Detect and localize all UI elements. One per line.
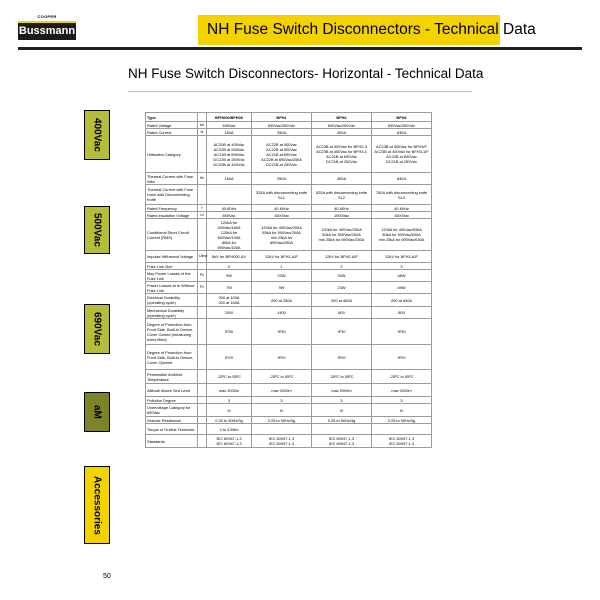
- symbol-cell: [198, 263, 207, 270]
- value-cell: [312, 424, 372, 435]
- table-row: [146, 417, 432, 424]
- value-cell: 0.25 to 50Hz/3g: [252, 417, 312, 424]
- symbol-cell: [198, 417, 207, 424]
- parameter-cell: Rated Frequency: [146, 205, 198, 212]
- symbol-cell: [198, 424, 207, 435]
- parameter-cell: Utilisation Category: [146, 136, 198, 173]
- table-row: [146, 185, 432, 205]
- value-cell: 1000Vac: [252, 212, 312, 219]
- value-cell: 8kV for BFH000-AV: [207, 251, 252, 263]
- side-tab-accessories[interactable]: [84, 466, 110, 544]
- parameter-cell: Pollution Degree: [146, 397, 198, 404]
- value-cell: 0.25 to 50Hz/3g: [207, 417, 252, 424]
- value-cell: 2: [312, 263, 372, 270]
- table-row: [146, 129, 432, 136]
- value-cell: AC23B at 500Vac for BFH3/F AC23B at 400Vac for BFH3-1/F AC22B at 690Vac DC21B at 250Vdc: [372, 136, 432, 173]
- parameter-cell: Mechanical Durability (operating cycle): [146, 307, 198, 319]
- value-cell: 120kA for 400Vac/160A 120kA for 500Vac/100A 80kA for 690Vac/100A: [207, 219, 252, 251]
- value-cell: max 2000m: [372, 384, 432, 397]
- parameter-cell: Permissible Ambient Temperature: [146, 370, 198, 384]
- value-cell: 12kV for BFH1-A/F: [252, 251, 312, 263]
- value-cell: 200 at 250A: [252, 294, 312, 307]
- parameter-cell: Rated Voltage: [146, 122, 198, 129]
- table-row: [146, 270, 432, 282]
- table-row: [146, 319, 432, 345]
- table-row: [146, 370, 432, 384]
- value-cell: 690Vac: [207, 122, 252, 129]
- side-tab-label: 400Vac: [91, 118, 103, 152]
- value-cell: 300 at 100A 200 at 160A: [207, 294, 252, 307]
- symbol-cell: [198, 219, 207, 251]
- value-cell: 2000: [207, 307, 252, 319]
- table-row: [146, 212, 432, 219]
- value-cell: 40-60Hz: [252, 205, 312, 212]
- value-cell: AC22B at 400Vac AC22B at 500Vac AC21B at 690Vac AC22B at 690Vac/250A DC21B at 250Vdc: [252, 136, 312, 173]
- value-cell: IP20: [312, 345, 372, 370]
- side-tab-500vac[interactable]: [84, 206, 110, 254]
- value-cell: IP30: [312, 319, 372, 345]
- value-cell: 750A with disconnecting knife SL3: [372, 185, 432, 205]
- value-cell: max 2000m: [312, 384, 372, 397]
- value-cell: IV: [312, 404, 372, 417]
- value-cell: 49W: [372, 282, 432, 294]
- value-cell: 3: [372, 397, 432, 404]
- value-cell: max 2000m: [252, 384, 312, 397]
- value-cell: -25ºC to 55ºC: [252, 370, 312, 384]
- page-header-title: NH Fuse Switch Disconnectors - Technical Data: [207, 21, 536, 38]
- parameter-cell: Impulse Withstand Voltage: [146, 251, 198, 263]
- symbol-cell: Ith: [198, 173, 207, 185]
- value-cell: IV: [252, 404, 312, 417]
- parameter-cell: Fuse Link Size: [146, 263, 198, 270]
- symbol-cell: [198, 397, 207, 404]
- parameter-cell: Electrical Durability (operating cycle): [146, 294, 198, 307]
- symbol-cell: Ui: [198, 212, 207, 219]
- symbol-cell: [198, 294, 207, 307]
- value-cell: 1000Vac: [312, 212, 372, 219]
- value-cell: BFH1: [252, 113, 312, 122]
- value-cell: 9W: [252, 282, 312, 294]
- value-cell: 690Vac/250Vdc: [312, 122, 372, 129]
- value-cell: IV: [372, 404, 432, 417]
- page-number: 50: [103, 573, 111, 580]
- parameter-cell: Thermal Current with Fuse Links with Disconnecting Knife: [146, 185, 198, 205]
- value-cell: 3: [312, 397, 372, 404]
- symbol-cell: [198, 113, 207, 122]
- parameter-cell: Thermal Current with Fuse links: [146, 173, 198, 185]
- value-cell: 7W: [207, 282, 252, 294]
- value-cell: 800: [312, 307, 372, 319]
- value-cell: BFH2: [312, 113, 372, 122]
- side-tab-690vac[interactable]: [84, 304, 110, 354]
- table-row: [146, 384, 432, 397]
- symbol-cell: Uimp: [198, 251, 207, 263]
- symbol-cell: [198, 370, 207, 384]
- value-cell: 3 to 3.5Nm: [207, 424, 252, 435]
- value-cell: [372, 424, 432, 435]
- value-cell: 400A: [312, 173, 372, 185]
- parameter-cell: Standards: [146, 435, 198, 448]
- symbol-cell: [198, 435, 207, 448]
- value-cell: 23W: [252, 270, 312, 282]
- value-cell: 250A: [252, 173, 312, 185]
- value-cell: 630A: [372, 173, 432, 185]
- value-cell: 160A: [207, 173, 252, 185]
- side-tab-label: Accessories: [91, 475, 103, 535]
- value-cell: 12kV for BFH3-A/F: [372, 251, 432, 263]
- header-divider: [18, 47, 582, 50]
- table-row: [146, 294, 432, 307]
- value-cell: 40-60Hz: [372, 205, 432, 212]
- value-cell: IEC 60947-1,3 IEC 60947-1,3: [372, 435, 432, 448]
- value-cell: 40-60Hz: [312, 205, 372, 212]
- value-cell: 0: [207, 263, 252, 270]
- value-cell: 800: [372, 307, 432, 319]
- technical-data-table-wrap: [145, 112, 431, 448]
- symbol-cell: [198, 319, 207, 345]
- page-subtitle: NH Fuse Switch Disconnectors- Horizontal - Technical Data: [128, 66, 484, 81]
- value-cell: 400A: [312, 129, 372, 136]
- value-cell: 630A: [372, 129, 432, 136]
- value-cell: max 2000m: [207, 384, 252, 397]
- value-cell: 1000Vac: [372, 212, 432, 219]
- parameter-cell: Rated Current: [146, 129, 198, 136]
- value-cell: 120kA for 400Vac/630A 50kA for 500Vac/630A min 25kA for 690Vac/630A: [372, 219, 432, 251]
- value-cell: 325A with disconnecting knife SL1: [252, 185, 312, 205]
- value-cell: 120kA for 400Vac/250A 50kA for 500Vac/250A min 25kA for 690Vac/250A: [312, 219, 372, 251]
- value-cell: BFH000/BFH00: [207, 113, 252, 122]
- value-cell: 23W: [312, 282, 372, 294]
- symbol-cell: f: [198, 205, 207, 212]
- table-row: [146, 435, 432, 448]
- value-cell: -25ºC to 55ºC: [312, 370, 372, 384]
- parameter-cell: Power Losses at Ie Without Fuse Link: [146, 282, 198, 294]
- symbol-cell: [198, 136, 207, 173]
- value-cell: 200 at 630A: [372, 294, 432, 307]
- parameter-cell: Conditional Short Circuit Current (RMS): [146, 219, 198, 251]
- value-cell: IP30: [372, 319, 432, 345]
- value-cell: 0.25 to 50Hz/3g: [312, 417, 372, 424]
- technical-data-table: [145, 112, 432, 448]
- value-cell: -25ºC to 55ºC: [207, 370, 252, 384]
- symbol-cell: Ue: [198, 122, 207, 129]
- table-row: [146, 397, 432, 404]
- parameter-cell: Overvoltage Category for 690Vac: [146, 404, 198, 417]
- value-cell: -25ºC to 55ºC: [372, 370, 432, 384]
- value-cell: 40-60Hz: [207, 205, 252, 212]
- table-row: [146, 424, 432, 435]
- table-row: [146, 173, 432, 185]
- value-cell: IP20: [207, 345, 252, 370]
- value-cell: 1: [252, 263, 312, 270]
- value-cell: [207, 185, 252, 205]
- value-cell: IEC 60947-1,3 IEC 60947-1,3: [252, 435, 312, 448]
- value-cell: 160A: [207, 129, 252, 136]
- value-cell: III: [207, 404, 252, 417]
- parameter-cell: Degree of Protection from Front Side, Built-In Device, Cover Opened: [146, 345, 198, 370]
- value-cell: 9W: [207, 270, 252, 282]
- value-cell: 1400: [252, 307, 312, 319]
- value-cell: 3: [372, 263, 432, 270]
- value-cell: 48W: [372, 270, 432, 282]
- parameter-cell: Altitude Above Sea Level: [146, 384, 198, 397]
- symbol-cell: Pv: [198, 282, 207, 294]
- value-cell: 520A with disconnecting knife SL2: [312, 185, 372, 205]
- table-row: [146, 219, 432, 251]
- parameter-cell: Rated Insulation Voltage: [146, 212, 198, 219]
- value-cell: 690Vac/250Vdc: [372, 122, 432, 129]
- parameter-cell: Max Power Losses of the Fuse Link: [146, 270, 198, 282]
- table-row: [146, 307, 432, 319]
- table-row: [146, 404, 432, 417]
- value-cell: 200 at 400A: [312, 294, 372, 307]
- side-tab-400vac[interactable]: [84, 110, 110, 160]
- symbol-cell: Pv: [198, 270, 207, 282]
- value-cell: IEC 60947-1,3 IEC 60947-1,3: [207, 435, 252, 448]
- bussmann-wordmark: Bussmann: [18, 21, 76, 40]
- side-tab-label: 500Vac: [91, 213, 103, 247]
- value-cell: 120kA for 400Vac/250A 55kA for 500Vac/250A min 25kA for 690Vac/250A: [252, 219, 312, 251]
- table-row: [146, 122, 432, 129]
- parameter-cell: Degree of Protection from Front Side, Built-In Device, Cover Closed (measuring holes filled): [146, 319, 198, 345]
- value-cell: [252, 424, 312, 435]
- value-cell: IP20: [372, 345, 432, 370]
- symbol-cell: [198, 185, 207, 205]
- value-cell: 3: [207, 397, 252, 404]
- table-row: [146, 282, 432, 294]
- cooper-wordmark: COOPER: [37, 14, 57, 19]
- value-cell: IP30: [252, 319, 312, 345]
- table-row: [146, 205, 432, 212]
- subtitle-divider: [128, 91, 472, 92]
- value-cell: IP30: [207, 319, 252, 345]
- parameter-cell: Seismic Resistance: [146, 417, 198, 424]
- value-cell: 250A: [252, 129, 312, 136]
- symbol-cell: Ie: [198, 129, 207, 136]
- value-cell: 34W: [312, 270, 372, 282]
- symbol-cell: [198, 345, 207, 370]
- value-cell: 690Vac/250Vdc: [252, 122, 312, 129]
- value-cell: AC23B at 500Vac for BFH2-3 AC23B at 400Vac for BFH3-1 AC21B at 690Vac DC21B at 250Vdc: [312, 136, 372, 173]
- table-row: [146, 263, 432, 270]
- value-cell: IEC 60947-1,3 IEC 60947-1,3: [312, 435, 372, 448]
- table-row: [146, 345, 432, 370]
- bussmann-logo: [18, 13, 76, 45]
- symbol-cell: [198, 307, 207, 319]
- parameter-cell: Torque of Outlets Terminals: [146, 424, 198, 435]
- side-tab-label: 690Vac: [91, 312, 103, 346]
- value-cell: AC20B at 400Vac AC22B at 500Vac AC21B at 690Vac DC22B at 250Vdc DC20B at 440Vdc: [207, 136, 252, 173]
- table-header-row: [146, 113, 432, 122]
- table-row: [146, 251, 432, 263]
- table-row: [146, 136, 432, 173]
- symbol-cell: [198, 404, 207, 417]
- value-cell: 3: [252, 397, 312, 404]
- side-tab-label: aM: [91, 405, 103, 419]
- side-tab-am[interactable]: [84, 392, 110, 432]
- symbol-cell: [198, 384, 207, 397]
- value-cell: 800Vac: [207, 212, 252, 219]
- parameter-cell: Type: [146, 113, 198, 122]
- value-cell: 0.25 to 50Hz/3g: [372, 417, 432, 424]
- value-cell: IP20: [252, 345, 312, 370]
- value-cell: BFH3: [372, 113, 432, 122]
- value-cell: 12kV for BFH2-A/F: [312, 251, 372, 263]
